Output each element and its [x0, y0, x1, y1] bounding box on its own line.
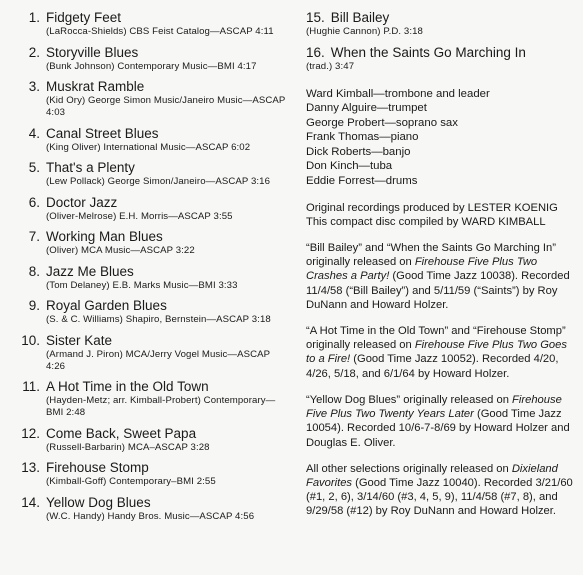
tracklist-right [306, 10, 578, 73]
track-number: 3. [28, 79, 40, 94]
track-number: 10. [21, 332, 40, 348]
personnel-item: Eddie Forrest—drums [306, 175, 418, 188]
track-heading [18, 495, 286, 511]
track-title: Canal Street Blues [46, 125, 159, 141]
track-title: When the Saints Go Marching In [330, 44, 526, 60]
track-credit: (Kid Ory) George Simon Music/Janeiro Music—ASCAP 4:03 [46, 95, 286, 118]
note-saints [306, 241, 578, 312]
track-item [18, 298, 286, 326]
track-item [18, 126, 286, 154]
track-item [18, 426, 286, 454]
track-title: Working Man Blues [46, 229, 163, 244]
track-item [18, 495, 286, 523]
track-item [18, 160, 286, 188]
track-number: 2. [28, 44, 40, 60]
track-item [18, 229, 286, 257]
track-heading [18, 298, 286, 314]
track-number: 12. [21, 425, 40, 441]
track-number: 6. [28, 194, 40, 210]
track-heading [18, 126, 286, 142]
note-text: (Good Time Jazz 10052). Recorded 4/20, 4/26, 5/18, and 6/1/64 by Howard Holzer. [306, 353, 559, 380]
track-heading [18, 264, 286, 280]
album-title: Firehouse Five Plus Two Crashes a Party! [306, 256, 538, 283]
track-heading [18, 460, 286, 476]
personnel-item: Frank Thomas—piano [306, 131, 419, 144]
track-title: Royal Garden Blues [46, 298, 167, 313]
note-text: “Bill Bailey” and “When the Saints Go Marching In” originally released on [306, 242, 556, 269]
track-heading [306, 10, 578, 26]
track-number: 11. [22, 379, 40, 394]
track-heading [18, 426, 286, 442]
track-item [18, 79, 286, 119]
track-title: Come Back, Sweet Papa [46, 425, 197, 441]
note-text: All other selections originally released on [306, 462, 512, 475]
track-heading [306, 45, 578, 61]
right-column [306, 10, 578, 519]
track-title: A Hot Time in the Old Town [46, 379, 209, 394]
album-title: Dixieland Favorites [306, 462, 558, 489]
track-credit: (Oliver-Melrose) E.H. Morris—ASCAP 3:55 [46, 210, 233, 222]
track-number: 7. [28, 229, 40, 244]
track-heading [18, 379, 286, 395]
track-credit: (LaRocca-Shields) CBS Feist Catalog—ASCAP 4:11 [46, 26, 274, 37]
note-text: (Good Time Jazz 10040). Recorded 3/21/60 (#1, 2, 6), 3/14/60 (#3, 4, 5, 9), 11/4/58 (#7, 8), and 9/29/58 (#12) by Roy DuNann and Howard Holzer. [306, 476, 573, 518]
track-number: 13. [21, 460, 40, 475]
personnel-item: George Probert—soprano sax [306, 116, 458, 129]
track-number: 1. [28, 10, 40, 25]
track-number: 8. [28, 263, 40, 279]
track-heading [18, 229, 286, 245]
track-item [18, 10, 286, 38]
track-title: That's a Plenty [46, 160, 135, 175]
track-item [18, 333, 286, 373]
track-number: 9. [28, 298, 40, 313]
track-heading [18, 333, 286, 349]
track-number: 14. [21, 494, 40, 510]
track-credit: (S. & C. Williams) Shapiro, Bernstein—ASCAP 3:18 [46, 314, 271, 325]
track-item [18, 195, 286, 223]
track-heading [18, 160, 286, 176]
track-title: Storyville Blues [46, 44, 139, 60]
track-credit: (W.C. Handy) Handy Bros. Music—ASCAP 4:56 [46, 510, 255, 522]
track-number: 5. [28, 160, 40, 175]
personnel-item: Dick Roberts—banjo [306, 145, 411, 158]
track-title: Bill Bailey [330, 10, 390, 25]
compiled-by: This compact disc compiled by WARD KIMBALL [306, 215, 546, 228]
track-credit: (King Oliver) International Music—ASCAP 6:02 [46, 141, 251, 153]
track-item [18, 264, 286, 292]
track-title: Fidgety Feet [46, 10, 122, 25]
personnel-item: Ward Kimball—trombone and leader [306, 87, 490, 100]
track-credit: (Oliver) MCA Music—ASCAP 3:22 [46, 245, 195, 256]
track-title: Doctor Jazz [46, 194, 118, 210]
track-heading [18, 79, 286, 95]
track-credit: (Lew Pollack) George Simon/Janeiro—ASCAP 3:16 [46, 176, 271, 187]
track-credit: (Hughie Cannon) P.D. 3:18 [306, 26, 423, 37]
note-text: “Yellow Dog Blues” originally released on [306, 393, 513, 406]
producer-credit [306, 201, 578, 229]
track-heading [18, 45, 286, 61]
track-item [18, 45, 286, 73]
note-text: “A Hot Time in the Old Town” and “Firehouse Stomp” originally released on [306, 325, 566, 352]
note-text: (Good Time Jazz 10054). Recorded 10/6-7-8/69 by Howard Holzer and Douglas E. Oliver. [306, 408, 570, 449]
track-credit: (Kimball-Goff) Contemporary–BMI 2:55 [46, 476, 216, 487]
tracklist-left [18, 10, 286, 529]
album-title: Firehouse Five Plus Two Goes to a Fire! [306, 339, 567, 366]
personnel-item: Danny Alguire—trumpet [306, 102, 427, 115]
personnel-list [306, 87, 578, 189]
track-item [18, 460, 286, 488]
track-number: 15. [306, 10, 325, 25]
album-title: Firehouse Five Plus Two Twenty Years Later [306, 393, 562, 421]
track-title: Muskrat Ramble [46, 79, 145, 94]
track-number: 16. [306, 44, 325, 60]
track-title: Yellow Dog Blues [46, 494, 151, 510]
track-item [18, 379, 286, 419]
track-title: Jazz Me Blues [46, 263, 134, 279]
track-credit: (Tom Delaney) E.B. Marks Music—BMI 3:33 [46, 279, 238, 291]
note-text: (Good Time Jazz 10038). Recorded 11/4/58 (“Bill Bailey”) and 5/11/59 (“Saints”) by Roy DuNann and Howard Holzer. [306, 270, 570, 311]
note-other-selections [306, 462, 578, 519]
track-heading [18, 10, 286, 26]
track-heading [18, 195, 286, 211]
track-item [306, 45, 578, 73]
track-title: Firehouse Stomp [46, 460, 149, 475]
track-credit: (Bunk Johnson) Contemporary Music—BMI 4:17 [46, 60, 257, 72]
track-credit: (trad.) 3:47 [306, 60, 355, 72]
track-title: Sister Kate [46, 332, 113, 348]
track-credit: (Hayden-Metz; arr. Kimball-Probert) Contemporary—BMI 2:48 [46, 395, 276, 418]
track-credit: (Armand J. Piron) MCA/Jerry Vogel Music—ASCAP 4:26 [46, 348, 270, 372]
produced-by: Original recordings produced by LESTER KOENIG [306, 201, 558, 214]
track-number: 4. [28, 125, 40, 141]
track-item [306, 10, 578, 38]
track-credit: (Russell-Barbarin) MCA–ASCAP 3:28 [46, 441, 210, 453]
personnel-item: Don Kinch—tuba [306, 160, 393, 173]
note-hot-time [306, 324, 578, 381]
note-yellow-dog [306, 393, 578, 450]
